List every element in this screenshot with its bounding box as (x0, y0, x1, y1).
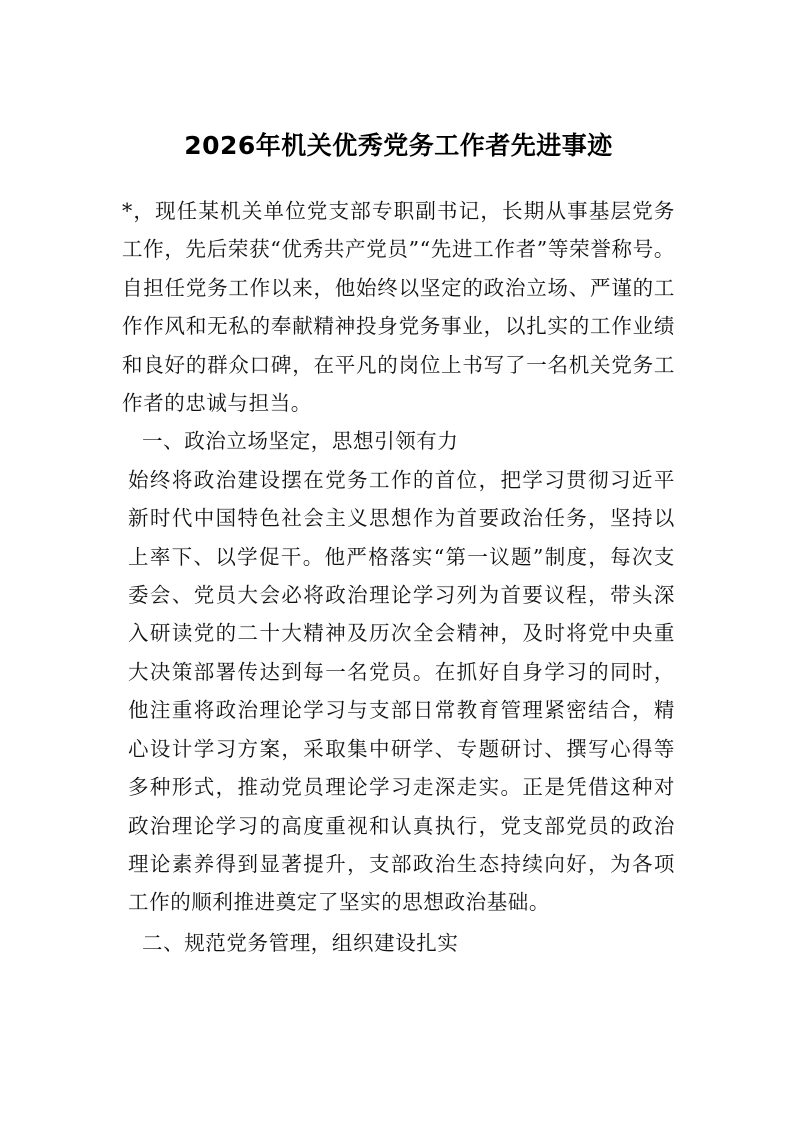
section-heading-1: 一、政治立场坚定，思想引领有力 (142, 429, 459, 454)
section-heading-2: 二、规范党务管理，组织建设扎实 (142, 930, 459, 955)
section-body-1: 始终将政治建设摆在党务工作的首位，把学习贯彻习近平新时代中国特色社会主义思想作为首要政治任务，坚持以上率下、以学促干。他严格落实“第一议题”制度，每次支委会、党员大会必将政治理论学习列为首要议程，带头深入研读党的二十大精神及历次全会精神，及时将党中央重大决策部署传达到每一名党员。在抓好自身学习的同时，他注重将政治理论学习与支部日常教育管理紧密结合，精心设计学习方案，采取集中研学、专题研讨、撰写心得等多种形式，推动党员理论学习走深走实。正是凭借这种对政治理论学习的高度重视和认真执行，党支部党员的政治理论素养得到显著提升，支部政治生态持续向好，为各项工作的顺利推进奠定了坚实的思想政治基础。 (128, 467, 675, 915)
document-title: 2026年机关优秀党务工作者先进事迹 (184, 131, 613, 160)
intro-paragraph: *，现任某机关单位党支部专职副书记，长期从事基层党务工作，先后荣获“优秀共产党员”“先进工作者”等荣誉称号。自担任党务工作以来，他始终以坚定的政治立场、严谨的工作作风和无私的奉献精神投身党务事业，以扎实的工作业绩和良好的群众口碑，在平凡的岗位上书写了一名机关党务工作者的忠诚与担当。 (122, 199, 675, 416)
